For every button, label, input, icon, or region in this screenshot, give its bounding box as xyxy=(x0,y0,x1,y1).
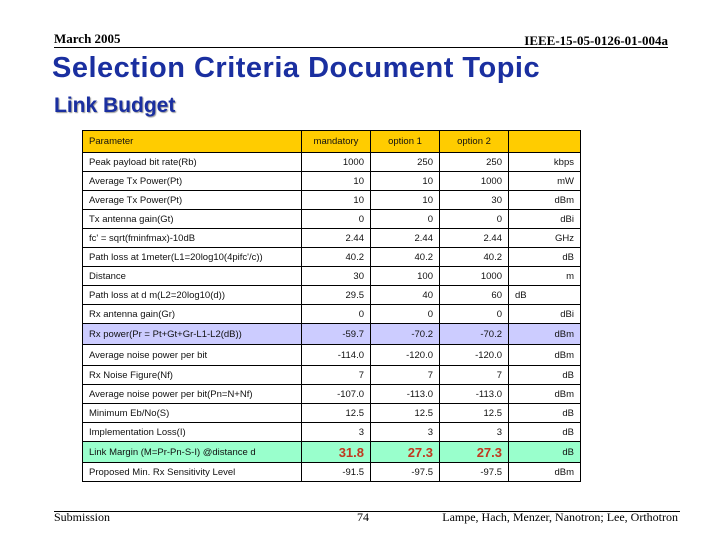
parameter-cell: Implementation Loss(I) xyxy=(83,423,302,442)
footer-submission: Submission xyxy=(54,510,111,524)
unit-cell: kbps xyxy=(509,153,581,172)
value-cell: 100 xyxy=(371,267,440,286)
value-cell: 0 xyxy=(440,305,509,324)
value-cell: 10 xyxy=(371,191,440,210)
value-cell: -107.0 xyxy=(302,385,371,404)
value-cell: 40 xyxy=(371,286,440,305)
header-divider xyxy=(54,47,668,48)
unit-cell: dB xyxy=(509,404,581,423)
document-id: IEEE-15-05-0126-01-004a xyxy=(524,33,668,48)
column-header xyxy=(509,131,581,153)
value-cell: -113.0 xyxy=(371,385,440,404)
unit-cell: dB xyxy=(509,423,581,442)
value-cell: 12.5 xyxy=(371,404,440,423)
unit-cell: GHz xyxy=(509,229,581,248)
unit-cell: dBi xyxy=(509,305,581,324)
value-cell: 7 xyxy=(440,366,509,385)
value-cell: 1000 xyxy=(440,267,509,286)
column-header: option 1 xyxy=(371,131,440,153)
parameter-cell: Average Tx Power(Pt) xyxy=(83,172,302,191)
value-cell: -97.5 xyxy=(440,463,509,482)
value-cell: -120.0 xyxy=(440,345,509,366)
parameter-cell: Average Tx Power(Pt) xyxy=(83,191,302,210)
unit-cell: dBm xyxy=(509,324,581,345)
unit-cell: dB xyxy=(509,442,581,463)
value-cell: 29.5 xyxy=(302,286,371,305)
page-title: Selection Criteria Document Topic xyxy=(52,52,541,84)
value-cell: 30 xyxy=(440,191,509,210)
date: March 2005 xyxy=(54,31,121,46)
value-cell: 30 xyxy=(302,267,371,286)
value-cell: 250 xyxy=(371,153,440,172)
unit-cell: dBi xyxy=(509,210,581,229)
unit-cell: m xyxy=(509,267,581,286)
value-cell: 3 xyxy=(440,423,509,442)
value-cell: -97.5 xyxy=(371,463,440,482)
parameter-cell: Path loss at 1meter(L1=20log10(4pifc'/c)) xyxy=(83,248,302,267)
footer-authors: Lampe, Hach, Menzer, Nanotron; Lee, Orthotron xyxy=(442,510,678,524)
column-header: mandatory xyxy=(302,131,371,153)
table-header-row xyxy=(83,131,581,153)
value-cell: 10 xyxy=(371,172,440,191)
value-cell: 40.2 xyxy=(302,248,371,267)
value-cell: 40.2 xyxy=(371,248,440,267)
column-header: option 2 xyxy=(440,131,509,153)
parameter-cell: Peak payload bit rate(Rb) xyxy=(83,153,302,172)
table-row xyxy=(83,345,581,366)
value-cell: 1000 xyxy=(302,153,371,172)
value-cell: 40.2 xyxy=(440,248,509,267)
parameter-cell: Average noise power per bit xyxy=(83,345,302,366)
table-row xyxy=(83,267,581,286)
parameter-cell: Minimum Eb/No(S) xyxy=(83,404,302,423)
value-cell: 7 xyxy=(371,366,440,385)
table-row xyxy=(83,366,581,385)
table-row xyxy=(83,463,581,482)
table-row xyxy=(83,191,581,210)
parameter-cell: Rx Noise Figure(Nf) xyxy=(83,366,302,385)
parameter-cell: fc' = sqrt(fminfmax)-10dB xyxy=(83,229,302,248)
table-row xyxy=(83,404,581,423)
section-subtitle: Link Budget xyxy=(54,94,176,117)
unit-cell: dB xyxy=(509,366,581,385)
value-cell: -113.0 xyxy=(440,385,509,404)
value-cell: -70.2 xyxy=(371,324,440,345)
value-cell: -120.0 xyxy=(371,345,440,366)
value-cell: 0 xyxy=(440,210,509,229)
value-cell: 1000 xyxy=(440,172,509,191)
unit-cell: dBm xyxy=(509,385,581,404)
value-cell: 27.3 xyxy=(371,442,440,463)
value-cell: 0 xyxy=(302,305,371,324)
table-row xyxy=(83,229,581,248)
unit-cell: dBm xyxy=(509,463,581,482)
table-row xyxy=(83,423,581,442)
table-row xyxy=(83,248,581,267)
parameter-cell: Link Margin (M=Pr-Pn-S-I) @distance d xyxy=(83,442,302,463)
value-cell: -70.2 xyxy=(440,324,509,345)
table-row xyxy=(83,305,581,324)
value-cell: -91.5 xyxy=(302,463,371,482)
value-cell: 12.5 xyxy=(302,404,371,423)
unit-cell: dBm xyxy=(509,191,581,210)
value-cell: -59.7 xyxy=(302,324,371,345)
value-cell: 0 xyxy=(371,305,440,324)
value-cell: -114.0 xyxy=(302,345,371,366)
table-row xyxy=(83,442,581,463)
value-cell: 0 xyxy=(302,210,371,229)
table-row xyxy=(83,385,581,404)
table-row xyxy=(83,324,581,345)
page-number: 74 xyxy=(357,510,369,524)
parameter-cell: Path loss at d m(L2=20log10(d)) xyxy=(83,286,302,305)
parameter-cell: Average noise power per bit(Pn=N+Nf) xyxy=(83,385,302,404)
unit-cell: dB xyxy=(509,286,581,305)
link-budget-table xyxy=(82,130,581,482)
parameter-cell: Rx power(Pr = Pt+Gt+Gr-L1-L2(dB)) xyxy=(83,324,302,345)
unit-cell: dBm xyxy=(509,345,581,366)
value-cell: 60 xyxy=(440,286,509,305)
column-header: Parameter xyxy=(83,131,302,153)
table-row xyxy=(83,210,581,229)
value-cell: 2.44 xyxy=(440,229,509,248)
value-cell: 10 xyxy=(302,172,371,191)
parameter-cell: Distance xyxy=(83,267,302,286)
parameter-cell: Rx antenna gain(Gr) xyxy=(83,305,302,324)
value-cell: 3 xyxy=(302,423,371,442)
value-cell: 7 xyxy=(302,366,371,385)
table-row xyxy=(83,172,581,191)
value-cell: 31.8 xyxy=(302,442,371,463)
value-cell: 2.44 xyxy=(371,229,440,248)
value-cell: 0 xyxy=(371,210,440,229)
value-cell: 3 xyxy=(371,423,440,442)
value-cell: 12.5 xyxy=(440,404,509,423)
table-row xyxy=(83,153,581,172)
unit-cell: dB xyxy=(509,248,581,267)
value-cell: 10 xyxy=(302,191,371,210)
parameter-cell: Proposed Min. Rx Sensitivity Level xyxy=(83,463,302,482)
value-cell: 2.44 xyxy=(302,229,371,248)
parameter-cell: Tx antenna gain(Gt) xyxy=(83,210,302,229)
value-cell: 250 xyxy=(440,153,509,172)
table-row xyxy=(83,286,581,305)
unit-cell: mW xyxy=(509,172,581,191)
value-cell: 27.3 xyxy=(440,442,509,463)
